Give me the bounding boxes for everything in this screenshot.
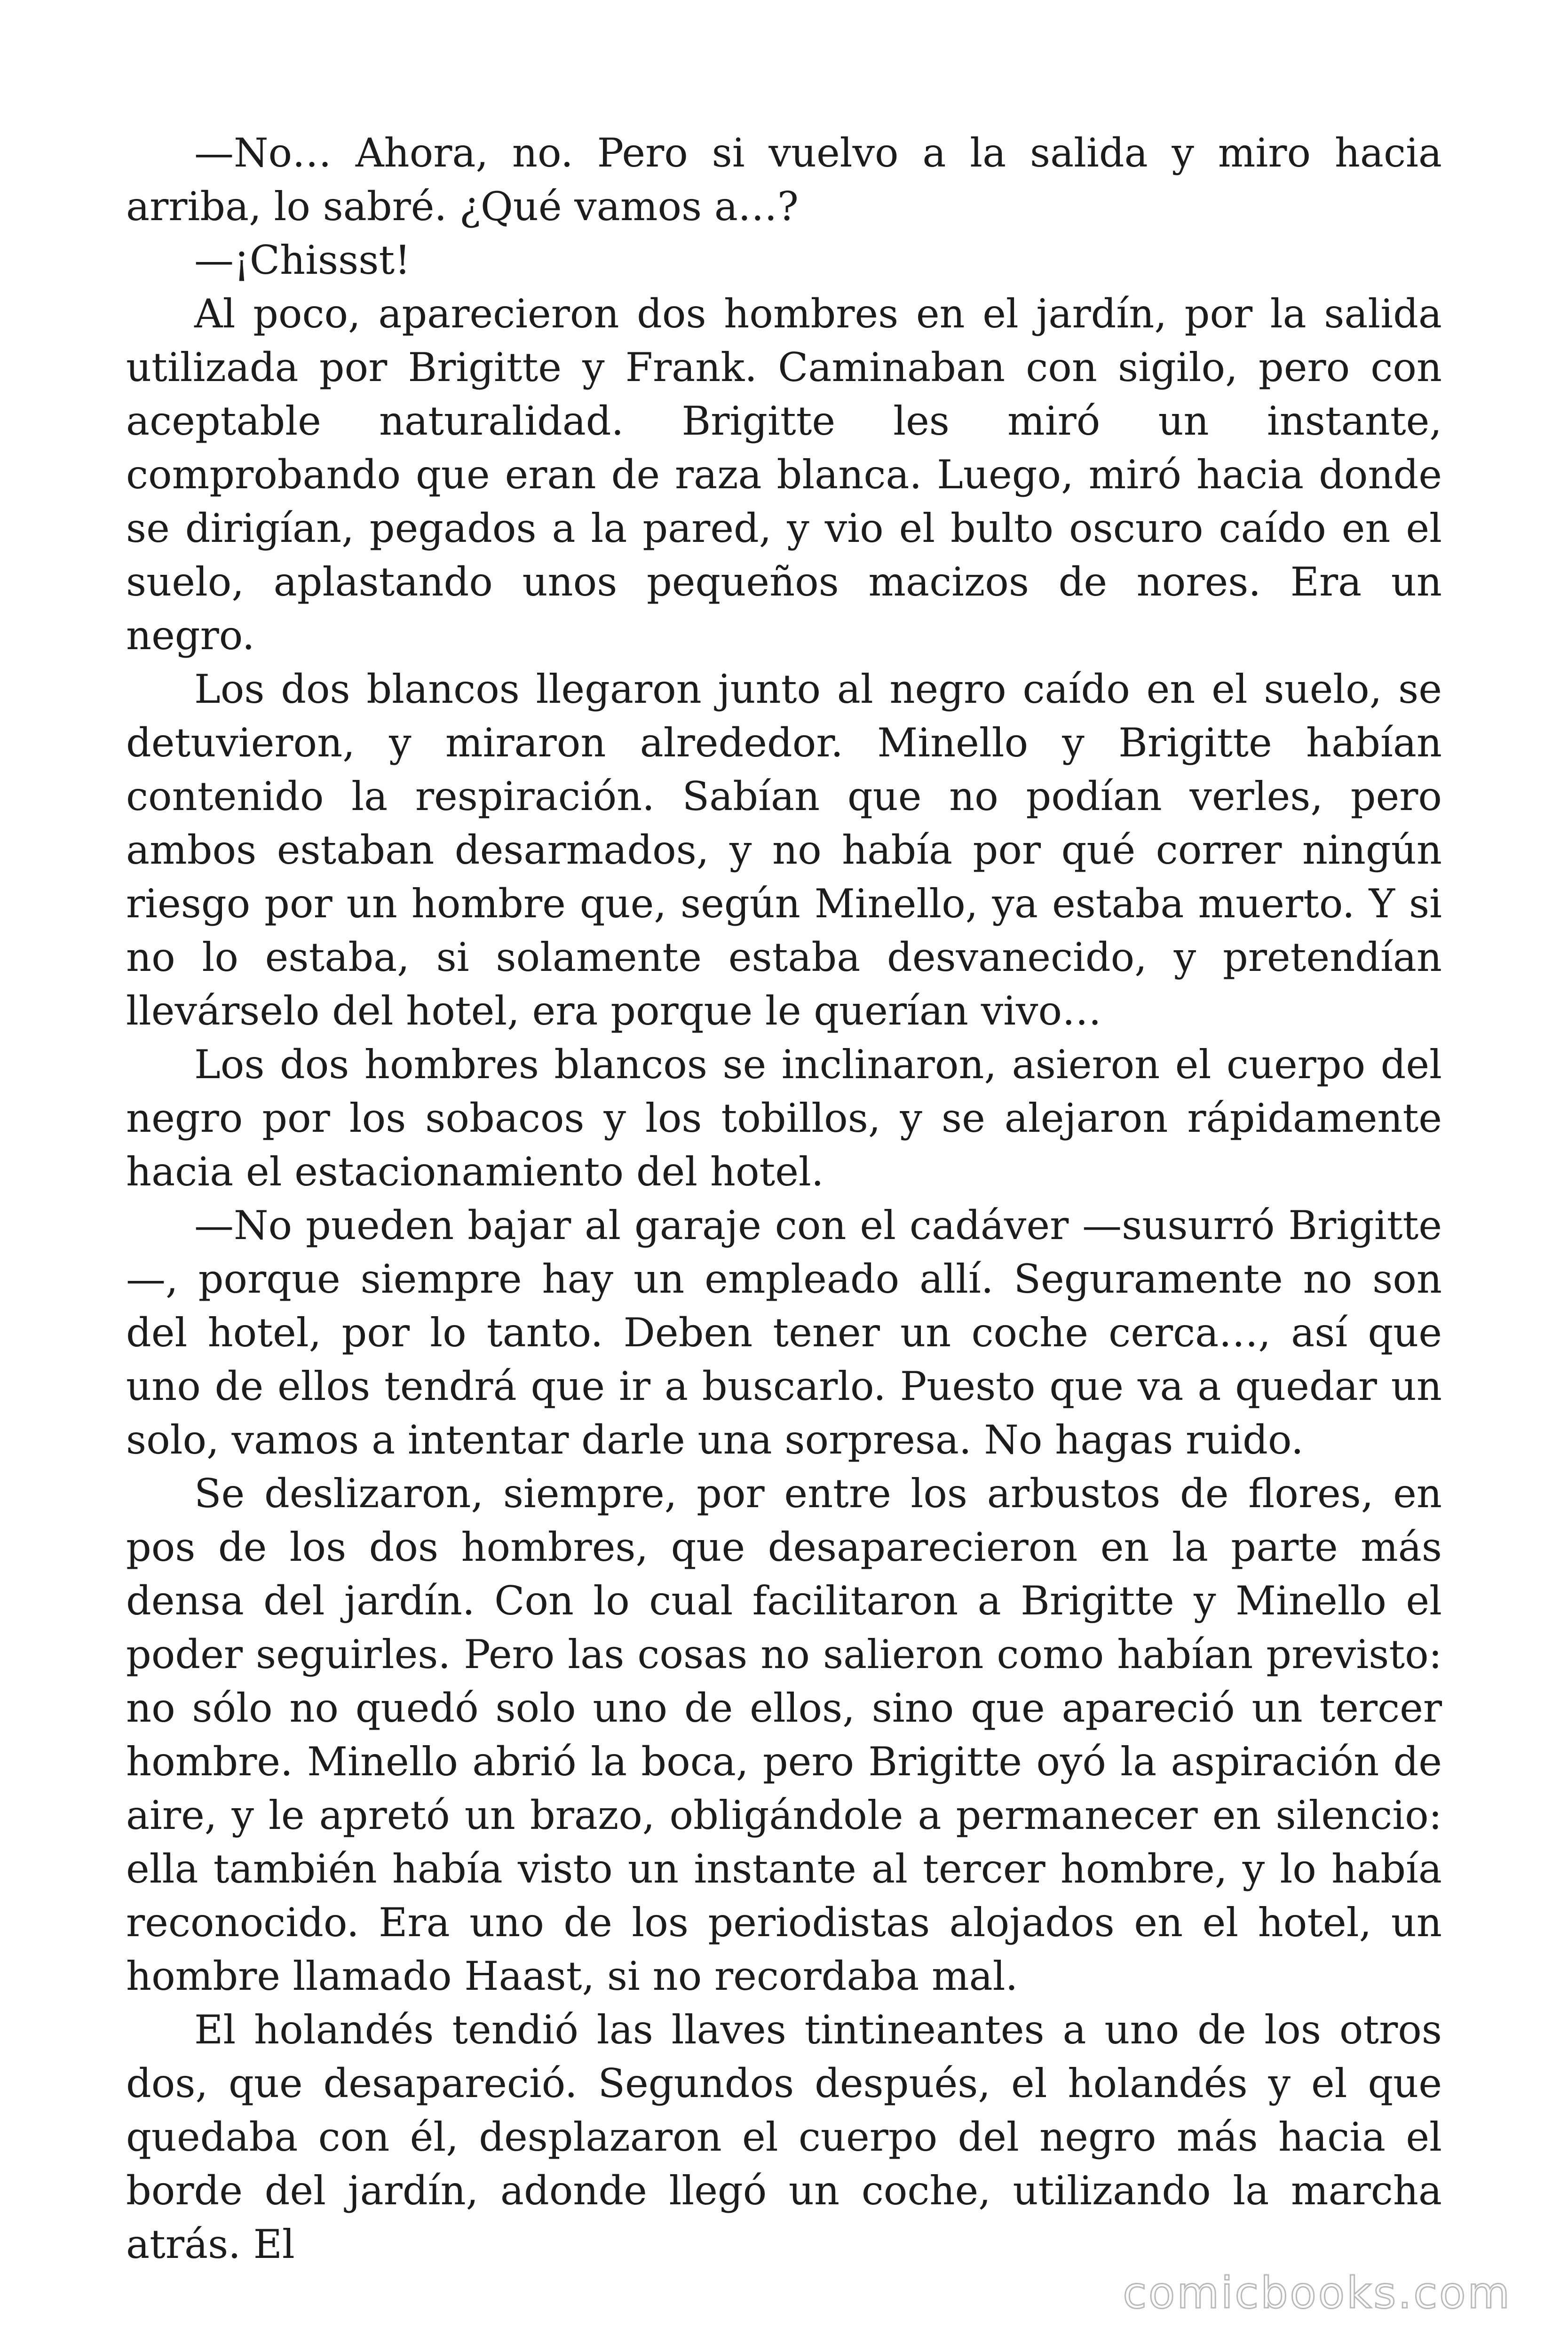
paragraph: —¡Chissst! <box>194 237 411 283</box>
paragraph: —No pueden bajar al garaje con el cadáver —susurró Brigitte—, porque siempre hay un empleado allí. Seguramente no son del hotel, por lo tanto. Deben tener un coche cerca…, así que uno de ellos tendrá que ir a buscarlo. Puesto que va a quedar un solo, vamos a intentar darle una sorpresa. No hagas ruido. <box>126 1202 1442 1463</box>
paragraph: —No… Ahora, no. Pero si vuelvo a la salida y miro hacia arriba, lo sabré. ¿Qué vamos a…? <box>126 130 1442 230</box>
page-body-text <box>126 126 1442 2271</box>
paragraph: El holandés tendió las llaves tintineantes a uno de los otros dos, que desapareció. Segundos después, el holandés y el que quedaba con él, desplazaron el cuerpo del negro más hacia el borde del jardín, adonde llegó un coche, utilizando la marcha atrás. El <box>126 2007 1442 2267</box>
paragraph: Al poco, aparecieron dos hombres en el jardín, por la salida utilizada por Brigitte y Frank. Caminaban con sigilo, pero con aceptable naturalidad. Brigitte les miró un instante, comprobando que eran de raza blanca. Luego, miró hacia donde se dirigían, pegados a la pared, y vio el bulto oscuro caído en el suelo, aplastando unos pequeños macizos de nores. Era un negro. <box>126 291 1442 659</box>
paragraph: Los dos blancos llegaron junto al negro caído en el suelo, se detuvieron, y miraron alrededor. Minello y Brigitte habían contenido la respiración. Sabían que no podían verles, pero ambos estaban desarmados, y no había por qué correr ningún riesgo por un hombre que, según Minello, ya estaba muerto. Y si no lo estaba, si solamente estaba desvanecido, y pretendían llevárselo del hotel, era porque le querían vivo… <box>126 666 1442 1034</box>
paragraph: Los dos hombres blancos se inclinaron, asieron el cuerpo del negro por los sobacos y los tobillos, y se alejaron rápidamente hacia el estacionamiento del hotel. <box>126 1041 1442 1195</box>
paragraph: Se deslizaron, siempre, por entre los arbustos de flores, en pos de los dos hombres, que desaparecieron en la parte más densa del jardín. Con lo cual facilitaron a Brigitte y Minello el poder seguirles. Pero las cosas no salieron como habían previsto: no sólo no quedó solo uno de ellos, sino que apareció un tercer hombre. Minello abrió la boca, pero Brigitte oyó la aspiración de aire, y le apretó un brazo, obligándole a permanecer en silencio: ella también había visto un instante al tercer hombre, y lo había reconocido. Era uno de los periodistas alojados en el hotel, un hombre llamado Haast, si no recordaba mal. <box>126 1470 1442 1999</box>
watermark: comicbooks.com <box>1123 2268 1512 2318</box>
